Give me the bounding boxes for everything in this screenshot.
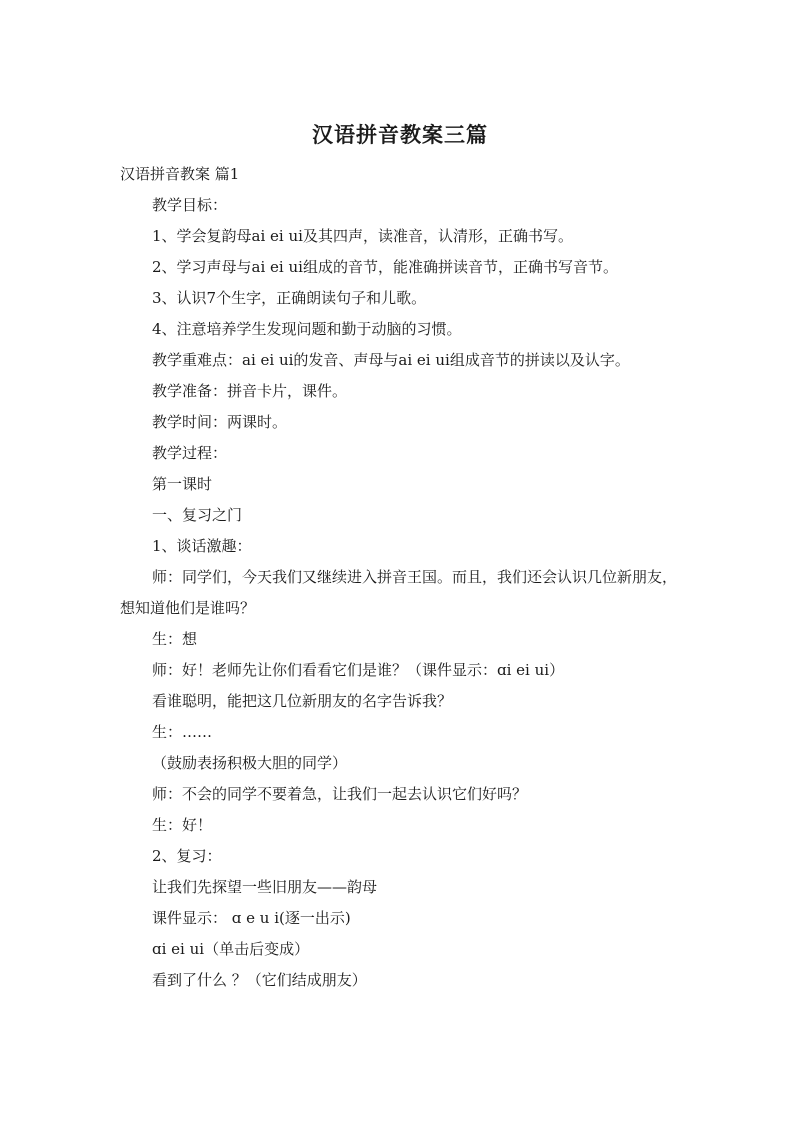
paragraph: 2、复习： [152,847,222,865]
paragraph: 教学准备：拼音卡片，课件。 [152,382,348,400]
paragraph: 教学重难点：ai ei ui的发音、声母与ai ei ui组成音节的拼读以及认字。 [152,351,630,369]
paragraph: 生：…… [152,723,213,741]
paragraph: 教学时间：两课时。 [152,413,288,431]
paragraph: 让我们先探望一些旧朋友——韵母 [152,878,378,896]
paragraph: 师：同学们，今天我们又继续进入拼音王国。而且，我们还会认识几位新朋友，想知道他们是谁吗？ [120,568,678,617]
paragraph: 教学过程： [152,444,228,462]
paragraph: ɑi ei ui（单击后变成） [152,940,310,958]
paragraph: 教学目标： [152,196,228,214]
paragraph: 看到了什么 ？（它们结成朋友） [152,971,367,989]
document-body [120,159,680,996]
paragraph: 看谁聪明，能把这几位新朋友的名字告诉我？ [152,692,453,710]
paragraph: 2、学习声母与ai ei ui组成的音节，能准确拼读音节，正确书写音节。 [152,258,618,276]
paragraph: 课件显示： ɑ e u i(逐一出示) [152,909,351,927]
paragraph: 生：好！ [152,816,213,834]
paragraph: 一、复习之门 [152,506,243,524]
paragraph: 1、学会复韵母ai ei ui及其四声，读准音，认清形，正确书写。 [152,227,573,245]
paragraph: 生：想 [152,630,198,648]
paragraph: 第一课时 [152,475,213,493]
paragraph: 师：好！老师先让你们看看它们是谁？（课件显示：ɑi ei ui） [152,661,565,679]
paragraph: 师：不会的同学不要着急，让我们一起去认识它们好吗？ [152,785,528,803]
paragraph: 汉语拼音教案 篇1 [120,165,240,183]
paragraph: （鼓励表扬积极大胆的同学） [152,754,348,772]
paragraph: 3、认识7个生字，正确朗读句子和儿歌。 [152,289,427,307]
document-title: 汉语拼音教案三篇 [312,123,488,147]
paragraph: 1、谈话激趣： [152,537,252,555]
paragraph: 4、注意培养学生发现问题和勤于动脑的习惯。 [152,320,462,338]
